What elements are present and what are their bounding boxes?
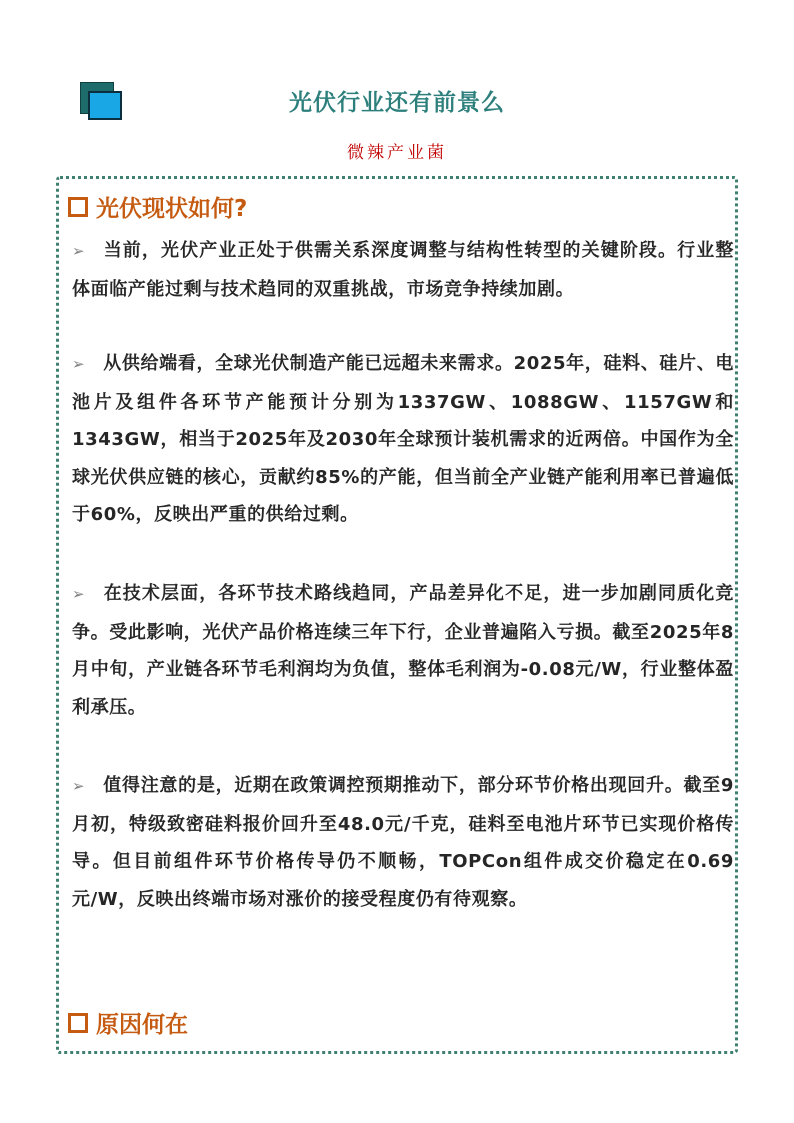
paragraph-text: 当前，光伏产业正处于供需关系深度调整与结构性转型的关键阶段。行业整体面临产能过剩与技术趋同的双重挑战，市场竞争持续加剧。: [72, 240, 734, 300]
paragraph-1: [72, 232, 734, 308]
paragraph-text: 从供给端看，全球光伏制造产能已远超未来需求。2025年，硅料、硅片、电池片及组件各环节产能预计分别为1337GW、1088GW、1157GW和1343GW，相当于2025年及2030年全球预计装机需求的近两倍。中国作为全球光伏供应链的核心，贡献约85%的产能，但当前全产业链产能利用率已普遍低于60%，反映出严重的供给过剩。: [72, 353, 734, 525]
paragraph-3: [72, 575, 734, 726]
hollow-square-icon: [68, 197, 88, 217]
paragraph-4: [72, 767, 734, 918]
paragraph-text: 在技术层面，各环节技术路线趋同，产品差异化不足，进一步加剧同质化竞争。受此影响，光伏产品价格连续三年下行，企业普遍陷入亏损。截至2025年8月中旬，产业链各环节毛利润均为负值，整体毛利润为-0.08元/W，行业整体盈利承压。: [72, 583, 734, 718]
arrow-bullet-icon: ➢: [72, 585, 86, 603]
hollow-square-icon: [68, 1013, 88, 1033]
section-heading-status: [68, 190, 247, 223]
arrow-bullet-icon: ➢: [72, 777, 86, 795]
author-name: 微辣产业菌: [347, 143, 447, 163]
arrow-bullet-icon: ➢: [72, 242, 86, 260]
section-heading-reasons: [68, 1006, 188, 1039]
paragraph-2: [72, 345, 734, 534]
section-heading-text: 原因何在: [96, 1012, 188, 1038]
page-title: 光伏行业还有前景么: [289, 90, 505, 116]
arrow-bullet-icon: ➢: [72, 355, 86, 373]
paragraph-text: 值得注意的是，近期在政策调控预期推动下，部分环节价格出现回升。截至9月初，特级致密硅料报价回升至48.0元/千克，硅料至电池片环节已实现价格传导。但目前组件环节价格传导仍不顺畅，TOPCon组件成交价稳定在0.69元/W，反映出终端市场对涨价的接受程度仍有待观察。: [72, 775, 734, 910]
section-heading-text: 光伏现状如何?: [96, 196, 248, 222]
